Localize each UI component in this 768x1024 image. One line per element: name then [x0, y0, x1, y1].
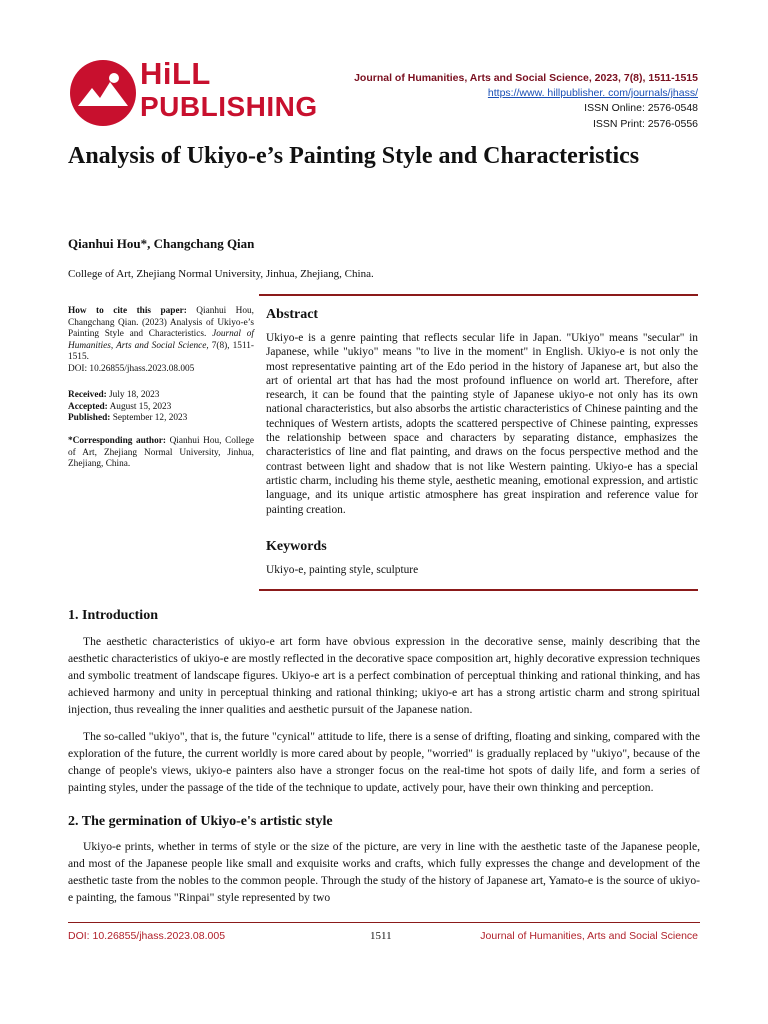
- accepted-label: Accepted:: [68, 401, 108, 412]
- authors: Qianhui Hou*, Changchang Qian: [68, 236, 255, 251]
- logo-line-1: HiLL: [140, 56, 211, 91]
- received-date: July 18, 2023: [109, 390, 160, 400]
- cite-tail: 7(8), 1511-1515.: [68, 340, 255, 362]
- accepted-date: August 15, 2023: [109, 401, 172, 412]
- footer-doi: DOI: 10.26855/jhass.2023.08.005: [68, 930, 226, 942]
- journal-url-link[interactable]: https://www. hillpublisher. com/journals/jhass/: [487, 87, 698, 99]
- cite-doi: DOI: 10.26855/jhass.2023.08.005: [68, 363, 195, 374]
- abstract-bottom-rule: [259, 589, 698, 591]
- logo-line-2: PUBLISHING: [140, 91, 318, 122]
- keywords-heading: Keywords: [266, 539, 327, 554]
- dates-block: [68, 390, 254, 425]
- section-2-paragraph-1: Ukiyo-e prints, whether in terms of style or the size of the picture, are very in line with the aesthetic taste of the Japanese people, and most of the Japanese people like small and exquisite works and crafts, which fully expresses the change and development of the aesthetic taste from the nobles to the common people. Through the study of the history of Japanese art, Yamato-e is the source of ukiyo-e painting, the famous "Rinpai" style represented by two: [68, 840, 700, 904]
- abstract-text: Ukiyo-e is a genre painting that reflects secular life in Japan. "Ukiyo" means "secular" in Japanese, while "ukiyo" means "to live in the moment" in English. Ukiyo-e is not only the most representative painting art of the Edo period in the history of Japanese art, but also the art of oriental art that has had the most profound influence on world art. Therefore, after research, it can be found that the painting style of Japanese ukiyo-e not only has its own national characteristics, but also absorbs the artistic characteristics of Chinese painting and the techniques of Western artists, adopts the scattered perspective of Chinese painting, expresses the relationship between space and characters by separating distance, emphasizes the characteristics of line and flat painting, and draws on the focus perspective method and the contrast between light and shadow that is not like Western painting. Ukiyo-e has a special artistic charm, including his theme style, aesthetic meaning, emotional expression, and artistic language, and its unique artistic atmosphere has great inspiration and reference value for painting creation.: [266, 332, 698, 516]
- page-number: 1511: [370, 930, 392, 942]
- section-1-paragraph-1: The aesthetic characteristics of ukiyo-e art form have obvious expression in the decorative sense, mainly describing that the aesthetic characteristics of ukiyo-e are mostly reflected in the decorative space composition art, highly decorative expression techniques and symbolic treatment of landscape figures. Ukiyo-e art is a perfect combination of perceptual thinking and rational thinking, and has achieved harmony and unity in perceptual thinking and rational thinking; ukiyo-e art has a strong artistic charm and strong spiritual injection, thus revealing the inner qualities and aesthetic pursuit of the Japanese nation.: [68, 635, 700, 716]
- keywords-text: Ukiyo-e, painting style, sculpture: [266, 564, 419, 576]
- issn-online: ISSN Online: 2576-0548: [584, 102, 698, 114]
- issn-print: ISSN Print: 2576-0556: [592, 118, 698, 130]
- footer-rule: [68, 922, 700, 923]
- section-1-paragraph-2: The so-called "ukiyo", that is, the future "cynical" attitude to life, there is a sense of drifting, floating and sinking, compared with the exploration of the future, the current worldly is more cared about by people, "worried" is gradually replaced by "ukiyo", because of the change of people's views, ukiyo-e painters also have a stronger focus on the real-time hot spots of daily life, and form a series of painting styles, under the passage of the tide of the technique to update, actively pour, have their own thinking and perception.: [68, 730, 700, 794]
- cite-journal: Journal of Humanities, Arts and Social Science,: [68, 329, 254, 351]
- journal-citation: Journal of Humanities, Arts and Social Science, 2023, 7(8), 1511-1515: [354, 72, 698, 84]
- section-1-heading: 1. Introduction: [68, 608, 158, 623]
- abstract-heading: Abstract: [266, 307, 319, 322]
- section-2-heading: 2. The germination of Ukiyo-e's artistic style: [68, 814, 333, 829]
- abstract-top-rule: [259, 294, 698, 296]
- corresp-text: Qianhui Hou, College of Art, Zhejiang Normal University, Jinhua, Zhejiang, China.: [68, 436, 254, 469]
- cite-text: Qianhui Hou, Changchang Qian. (2023) Analysis of Ukiyo-e’s Painting Style and Characteristics.: [68, 306, 254, 339]
- received-label: Received:: [68, 390, 107, 400]
- footer-journal: Journal of Humanities, Arts and Social Science: [480, 930, 698, 942]
- corresponding-author-block: [68, 436, 254, 471]
- published-date: September 12, 2023: [112, 413, 188, 423]
- citation-block: [68, 306, 254, 375]
- paper-title: Analysis of Ukiyo-e’s Painting Style and Characteristics: [68, 143, 640, 169]
- corresp-label: *Corresponding author:: [68, 436, 166, 446]
- logo-emblem-icon: [68, 58, 138, 128]
- affiliation: College of Art, Zhejiang Normal University, Jinhua, Zhejiang, China.: [68, 268, 374, 280]
- cite-label: How to cite this paper:: [68, 306, 187, 316]
- published-label: Published:: [68, 413, 111, 423]
